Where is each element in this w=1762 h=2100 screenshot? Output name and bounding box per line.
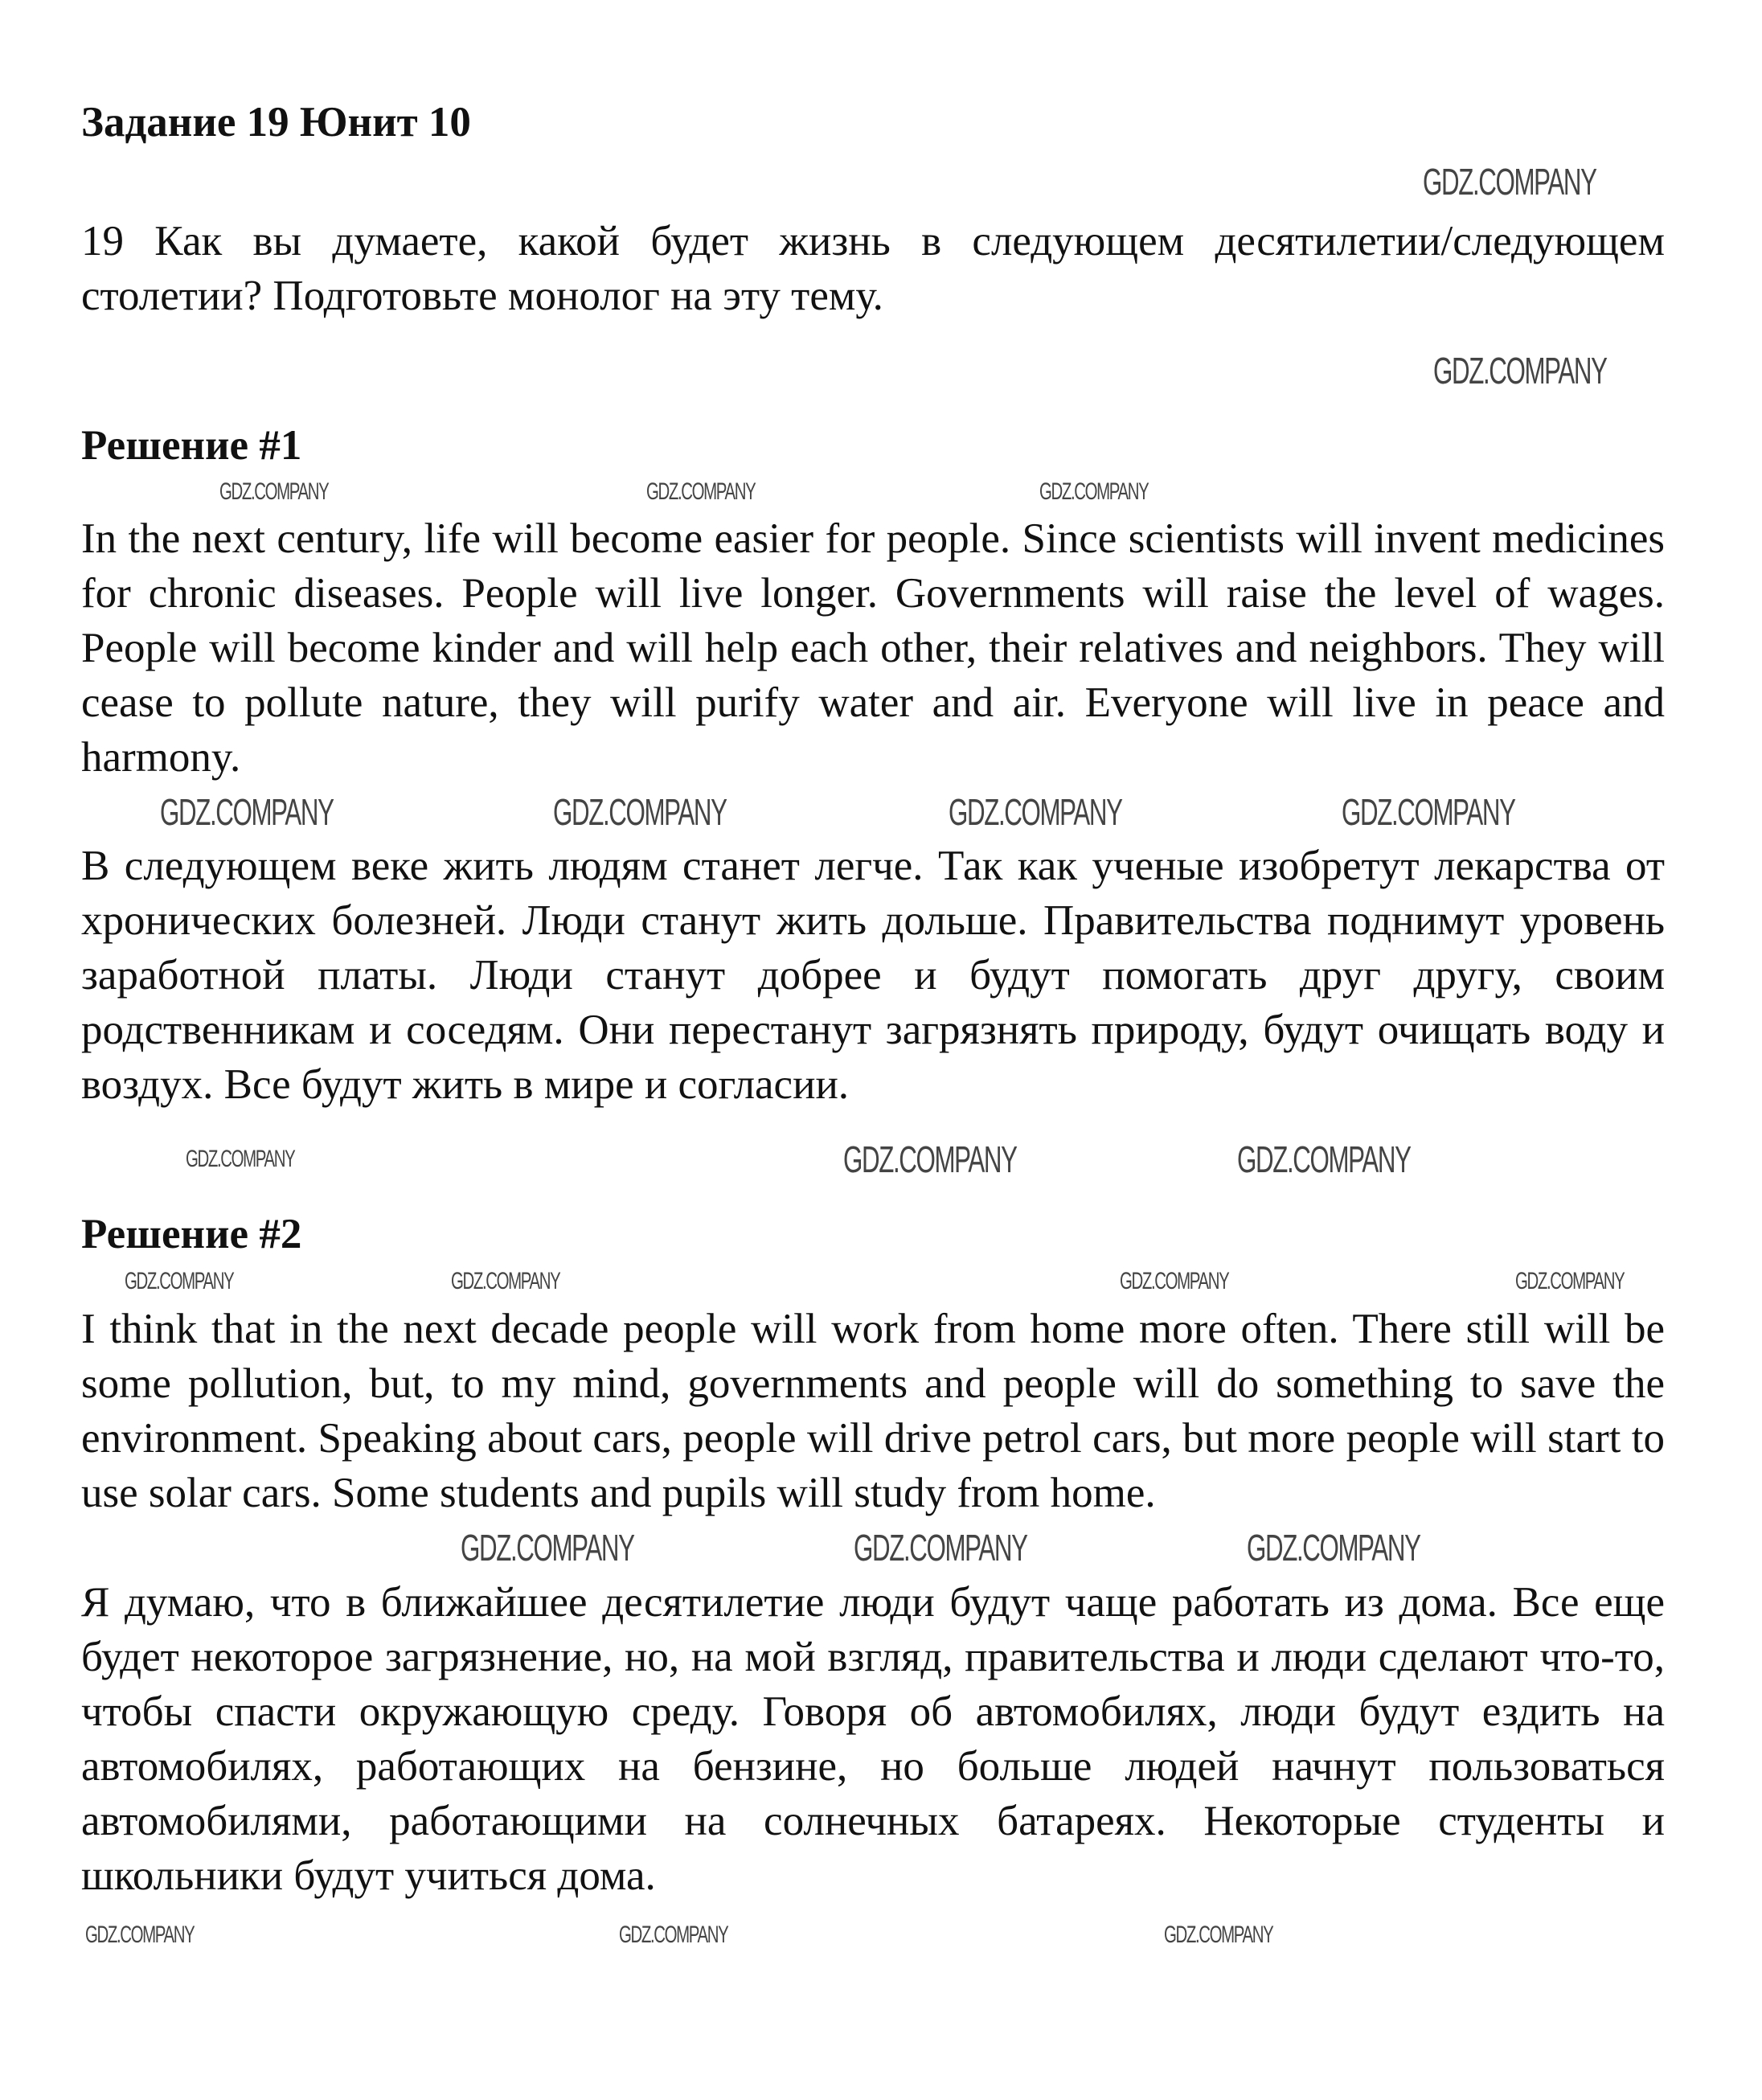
watermark: GDZ.COMPANY [1039, 478, 1149, 505]
gap [81, 1520, 1665, 1575]
solution-2-russian: Я думаю, что в ближайшее десятилетие люди будут чаще работать из дома. Все еще будет некоторое загрязнение, но, на мой взгляд, правительства и люди сделают что-то, чтобы спасти окружающую среду. Говоря об автомобилях, люди будут ездить на автомобилях, работающих на бензине, но больше людей начнут пользоваться автомобилями, работающими на солнечных батареях. Некоторые студенты и школьники будут учиться дома. [81, 1579, 1665, 1899]
solution-2-english: I think that in the next decade people will work from home more often. There still will be some pollution, but, to my mind, governments and people will do something to save the environment. Speaking about cars, people will drive petrol cars, but more people will start to use solar cars. Some students and pupils will study from home. [81, 1306, 1665, 1516]
watermark: GDZ.COMPANY [619, 1922, 728, 1948]
watermark: GDZ.COMPANY [949, 790, 1122, 833]
solution-1-russian: В следующем веке жить людям станет легче. Так как ученые изобретут лекарства от хронических болезней. Люди станут жить дольше. Правительства поднимут уровень заработной платы. Люди станут добрее и будут помогать друг другу, своим родственникам и соседям. Они перестанут загрязнять природу, будут очищать воду и воздух. Все будут жить в мире и согласии. [81, 843, 1665, 1108]
watermark: GDZ.COMPANY [1342, 790, 1515, 833]
gap [81, 1903, 1665, 1967]
watermark: GDZ.COMPANY [85, 1922, 195, 1948]
watermark: GDZ.COMPANY [646, 478, 756, 505]
gap [81, 150, 1665, 214]
watermark: GDZ.COMPANY [451, 1268, 560, 1294]
watermark: GDZ.COMPANY [186, 1146, 295, 1172]
watermark: GDZ.COMPANY [553, 790, 727, 833]
watermark: GDZ.COMPANY [1164, 1922, 1273, 1948]
watermark: GDZ.COMPANY [854, 1527, 1027, 1569]
page-title: Задание 19 Юнит 10 [81, 99, 471, 146]
solution-1-heading: Решение #1 [81, 422, 302, 469]
task-question: 19 Как вы думаете, какой будет жизнь в следующем десятилетии/следующем столетии? Подготовьте монолог на эту тему. [81, 218, 1665, 319]
watermark: GDZ.COMPANY [219, 478, 329, 505]
watermark: GDZ.COMPANY [125, 1268, 234, 1294]
watermark: GDZ.COMPANY [1237, 1138, 1411, 1180]
watermark: GDZ.COMPANY [1120, 1268, 1229, 1294]
solution-1-english: In the next century, life will become easier for people. Since scientists will invent medicines for chronic diseases. People will live longer. Governments will raise the level of wages. People will become kinder and will help each other, their relatives and neighbors. They will cease to pollute nature, they will purify water and air. Everyone will live in peace and harmony. [81, 515, 1665, 781]
watermark: GDZ.COMPANY [1423, 161, 1596, 203]
watermark: GDZ.COMPANY [1515, 1268, 1625, 1294]
gap [81, 1112, 1665, 1207]
gap [81, 473, 1665, 511]
gap [81, 323, 1665, 418]
watermark: GDZ.COMPANY [843, 1138, 1017, 1180]
solution-2-heading: Решение #2 [81, 1211, 302, 1257]
watermark: GDZ.COMPANY [160, 790, 334, 833]
watermark: GDZ.COMPANY [1247, 1527, 1420, 1569]
gap [81, 785, 1665, 839]
watermark: GDZ.COMPANY [461, 1527, 634, 1569]
gap [81, 1261, 1665, 1302]
watermark: GDZ.COMPANY [1433, 350, 1607, 392]
